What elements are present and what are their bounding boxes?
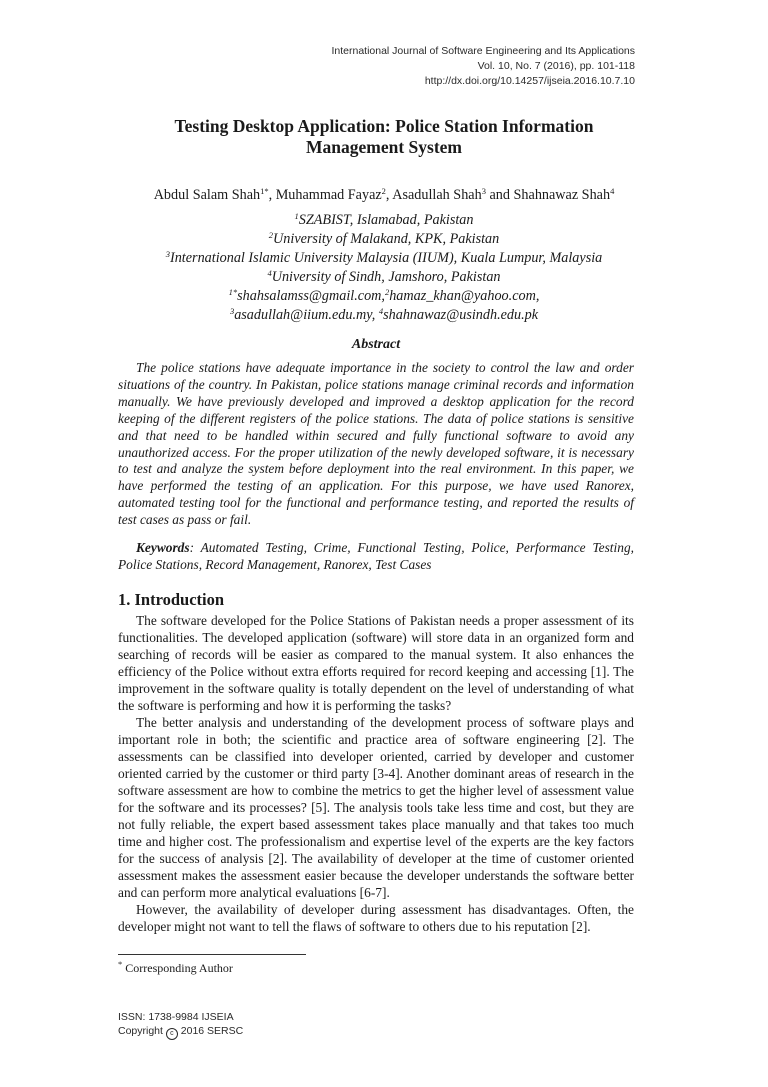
paper-title	[118, 116, 650, 158]
email-sup: 3	[229, 306, 235, 316]
author-sep: and	[485, 187, 514, 203]
issn: ISSN: 1738-9984 IJSEIA	[118, 1011, 234, 1023]
keywords-label: Keywords	[136, 540, 190, 555]
affil-sup: 3	[165, 249, 170, 259]
affil-sup: 1	[294, 211, 299, 221]
author-sep: ,	[385, 187, 393, 203]
journal-doi[interactable]: http://dx.doi.org/10.14257/ijseia.2016.10.7.10	[424, 75, 635, 87]
affil-text: International Islamic University Malaysia (IIUM), Kuala Lumpur, Malaysia	[169, 250, 603, 266]
copyright-icon: c	[166, 1028, 178, 1040]
paragraph: The software developed for the Police Stations of Pakistan needs a proper assessment of its functionalities. The developed application (software) will store data in an organized form and searching of records will be easier as compared to the manual system. It also enhances the efficiency of the Police without extra efforts required for record keeping and accessing [1]. The improvement in the software quality is totally dependent on the level of understanding of what the software is performing and how it is performing the tasks?	[118, 613, 634, 713]
author-list	[100, 186, 668, 204]
affiliation-3	[100, 249, 668, 268]
section-heading: 1. Introduction	[118, 590, 225, 609]
abstract-text: The police stations have adequate importance in the society to control the law and order situations of the country. In Pakistan, police stations manage criminal records and information manually. We have previously developed and improved a desktop application for the record keeping of the different registers of the police stations. The data of police stations is sensitive and that need to be handled within secured and fully functional software to avoid any unauthorized access. For the proper utilization of the newly developed software, it is necessary to test and analyze the system before deployment into the real environment. In this paper, we have performed the testing of an application. For this purpose, we have used Ranorex, automated testing tool for the functional and performance testing, and reported the results of test cases as pass or fail.	[118, 360, 634, 528]
paragraph: The better analysis and understanding of the development process of software plays and important role in both; the scientific and practice area of software engineering [2]. The assessments can be classified into developer oriented, carried by developer and customer oriented carried by the customer or third party [3-4]. Another dominant areas of research in the software assessment are how to combine the metrics to get the higher level of assessment value for the software and its processes? [5]. The analysis tools take less time and cost, but they are not fully reliable, the expert based assessment takes place manually and that takes too much time and higher cost. The professionalism and expertise level of the experts are the key factors for the success of analysis [2]. The availability of developer at the time of customer oriented assessment makes the assessment easier because the developer understands the software better and can perform more analytical evaluations [6-7].	[118, 715, 634, 900]
title-line-1: Testing Desktop Application: Police Station Information	[174, 116, 594, 136]
affiliation-1	[100, 211, 668, 230]
email-link[interactable]: shahnawaz@usindh.edu.pk	[383, 307, 539, 323]
author-sup: 4	[610, 186, 615, 196]
affiliation-2	[100, 230, 668, 249]
affiliation-4	[100, 268, 668, 287]
email-line-1	[100, 287, 668, 306]
footnote	[118, 960, 233, 976]
affil-sup: 2	[268, 230, 274, 240]
introduction-body	[118, 612, 634, 935]
page-footer	[118, 1010, 243, 1040]
affil-text: University of Malakand, KPK, Pakistan	[273, 231, 500, 247]
footnote-mark: *	[118, 959, 123, 969]
journal-volume: Vol. 10, No. 7 (2016), pp. 101-118	[477, 60, 635, 72]
title-line-2: Management System	[305, 137, 462, 157]
affil-text: SZABIST, Islamabad, Pakistan	[298, 212, 474, 228]
copyright-suffix: 2016 SERSC	[177, 1025, 244, 1037]
footnote-divider	[118, 954, 306, 955]
journal-name: International Journal of Software Engineering and Its Applications	[331, 45, 635, 57]
email-sup: 2	[384, 287, 390, 297]
abstract-heading: Abstract	[351, 337, 401, 352]
email-link[interactable]: shahsalamss@gmail.com,	[237, 288, 385, 304]
copyright	[118, 1024, 243, 1040]
author-sup: 2	[381, 186, 386, 196]
author-sup: 1*	[260, 186, 269, 196]
author-name: Abdul Salam Shah	[153, 187, 261, 203]
journal-header	[215, 44, 635, 89]
email-link[interactable]: hamaz_khan@yahoo.com,	[389, 288, 540, 304]
email-line-2	[100, 306, 668, 325]
email-sup: 4	[378, 306, 384, 316]
author-sup: 3	[481, 186, 486, 196]
author-name: Muhammad Fayaz	[275, 187, 382, 203]
copyright-prefix: Copyright	[118, 1025, 166, 1037]
email-sup: 1*	[228, 287, 238, 297]
affil-sup: 4	[267, 268, 272, 278]
keywords-text: : Automated Testing, Crime, Functional Testing, Police, Performance Testing, Police Stations, Record Management, Ranorex, Test Cases	[118, 540, 634, 572]
keywords	[118, 540, 634, 574]
email-link[interactable]: asadullah@iium.edu.my,	[234, 307, 376, 323]
affil-text: University of Sindh, Jamshoro, Pakistan	[271, 269, 501, 285]
author-sep: ,	[268, 187, 276, 203]
author-name: Asadullah Shah	[392, 187, 482, 203]
paragraph: However, the availability of developer during assessment has disadvantages. Often, the developer might not want to tell the flaws of software to others due to his reputation [2].	[118, 902, 634, 934]
footnote-text: Corresponding Author	[122, 961, 233, 975]
affiliations	[100, 211, 668, 325]
author-name: Shahnawaz Shah	[513, 187, 611, 203]
